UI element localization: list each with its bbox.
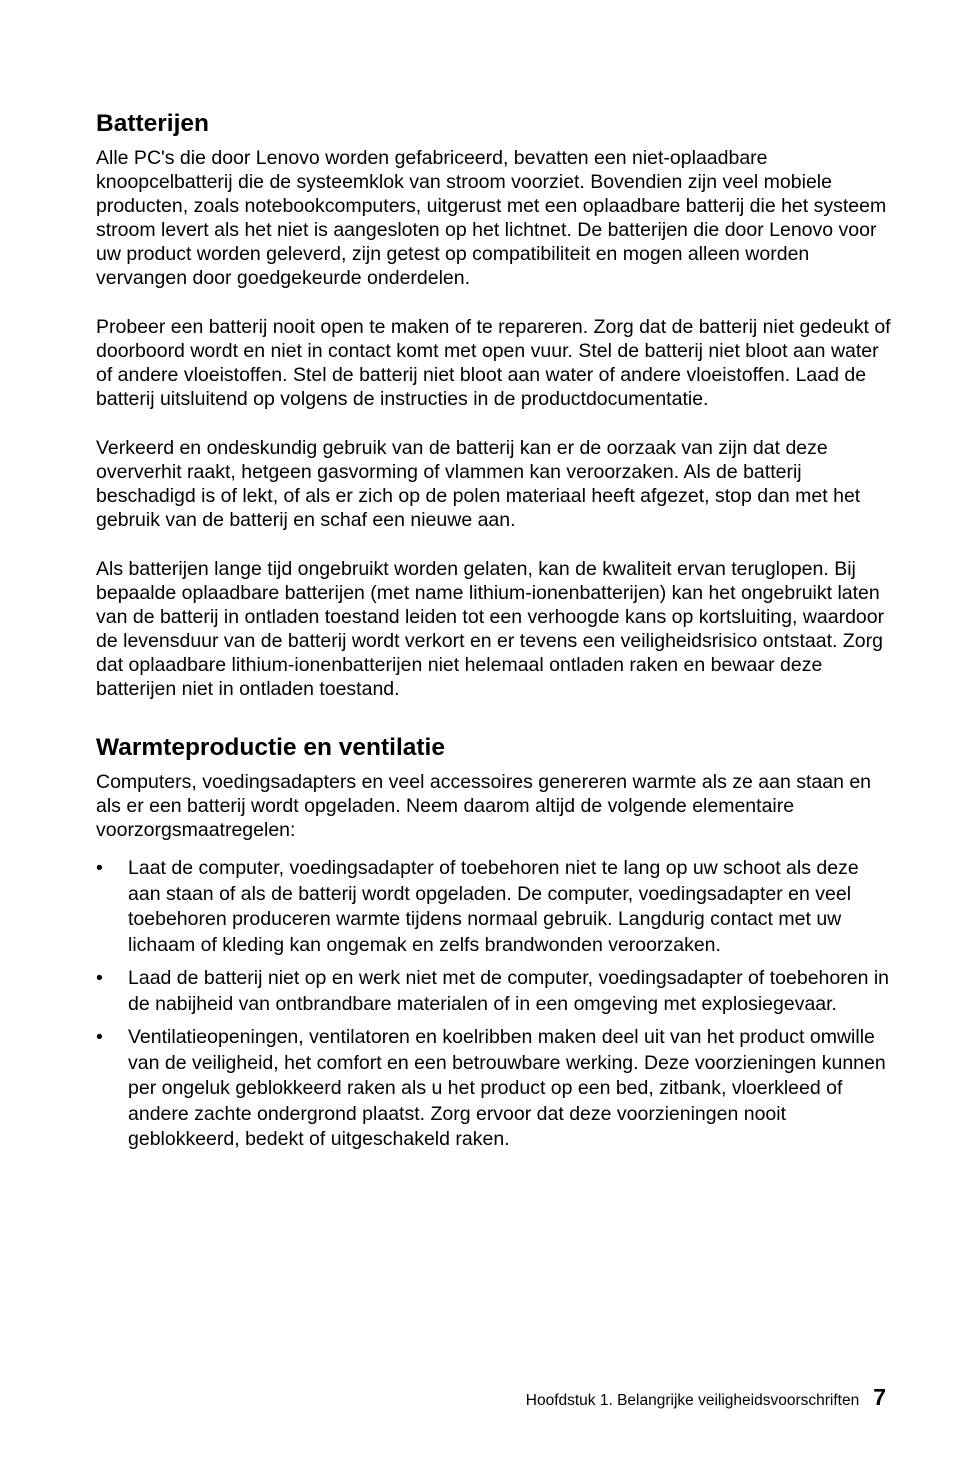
section-heading-batterijen: Batterijen xyxy=(96,110,210,137)
section-heading-warmteproductie: Warmteproductie en ventilatie xyxy=(96,734,445,761)
paragraph-batterijen-3: Verkeerd en ondeskundig gebruik van de batterij kan er de oorzaak van zijn dat deze oververhit raakt, hetgeen gasvorming of vlammen kan veroorzaken. Als de batterij beschadigd is of lekt, of als er zich op de polen materiaal heeft afgezet, stop dan met het gebruik van de batterij en schaf een nieuwe aan. xyxy=(96,437,861,531)
list-item-text: Laad de batterij niet op en werk niet met de computer, voedingsadapter of toebehoren in de nabijheid van ontbrandbare materialen of in een omgeving met explosiegevaar. xyxy=(128,967,890,1015)
bullet-list xyxy=(96,856,896,1153)
paragraph-batterijen-2: Probeer een batterij nooit open te maken of te repareren. Zorg dat de batterij niet gedeukt of doorboord wordt en niet in contact komt met open vuur. Stel de batterij niet bloot aan water of andere vloeistoffen. Stel de batterij niet bloot aan water of andere vloeistoffen. Laad de batterij uitsluitend op volgens de instructies in de productdocumentatie. xyxy=(96,316,891,410)
footer-chapter-title: Hoofdstuk 1. Belangrijke veiligheidsvoorschriften xyxy=(525,1392,860,1409)
page-footer xyxy=(526,1384,886,1411)
list-item xyxy=(96,1025,896,1153)
bullet-icon: • xyxy=(96,1026,103,1048)
bullet-icon: • xyxy=(96,857,103,879)
list-item-text: Ventilatieopeningen, ventilatoren en koelribben maken deel uit van het product omwille van de veiligheid, het comfort en een betrouwbare werking. Deze voorzieningen kunnen per ongeluk geblokkeerd raken als u het product op een bed, zitbank, vloerkleed of andere zachte ondergrond plaatst. Zorg ervoor dat deze voorzieningen nooit geblokkeerd, bedekt of uitgeschakeld raken. xyxy=(128,1026,886,1150)
bullet-icon: • xyxy=(96,967,103,989)
paragraph-warmteproductie-intro: Computers, voedingsadapters en veel accessoires genereren warmte als ze aan staan en als er een batterij wordt opgeladen. Neem daarom altijd de volgende elementaire voorzorgsmaatregelen: xyxy=(96,771,872,841)
paragraph-batterijen-4: Als batterijen lange tijd ongebruikt worden gelaten, kan de kwaliteit ervan teruglopen. Bij bepaalde oplaadbare batterijen (met name lithium-ionenbatterijen) kan het ongebruikt laten van de batterij in ontladen toestand leiden tot een verhoogde kans op kortsluiting, waardoor de levensduur van de batterij wordt verkort en er tevens een veiligheidsrisico ontstaat. Zorg dat oplaadbare lithium-ionenbatterijen niet helemaal ontladen raken en bewaar deze batterijen niet in ontladen toestand. xyxy=(96,558,885,700)
list-item-text: Laat de computer, voedingsadapter of toebehoren niet te lang op uw schoot als deze aan staan of als de batterij wordt opgeladen. De computer, voedingsadapter en veel toebehoren produceren warmte tijdens normaal gebruik. Langdurig contact met uw lichaam of kleding kan ongemak en zelfs brandwonden veroorzaken. xyxy=(128,857,859,956)
page-content xyxy=(96,110,896,1161)
list-item xyxy=(96,856,896,958)
list-item xyxy=(96,966,896,1017)
paragraph-batterijen-1: Alle PC's die door Lenovo worden gefabriceerd, bevatten een niet-oplaadbare knoopcelbatterij die de systeemklok van stroom voorziet. Bovendien zijn veel mobiele producten, zoals notebookcomputers, uitgerust met een oplaadbare batterij die het systeem stroom levert als het niet is aangesloten op het lichtnet. De batterijen die door Lenovo voor uw product worden geleverd, zijn getest op compatibiliteit en mogen alleen worden vervangen door goedgekeurde onderdelen. xyxy=(96,147,887,289)
page-number: 7 xyxy=(873,1384,886,1410)
